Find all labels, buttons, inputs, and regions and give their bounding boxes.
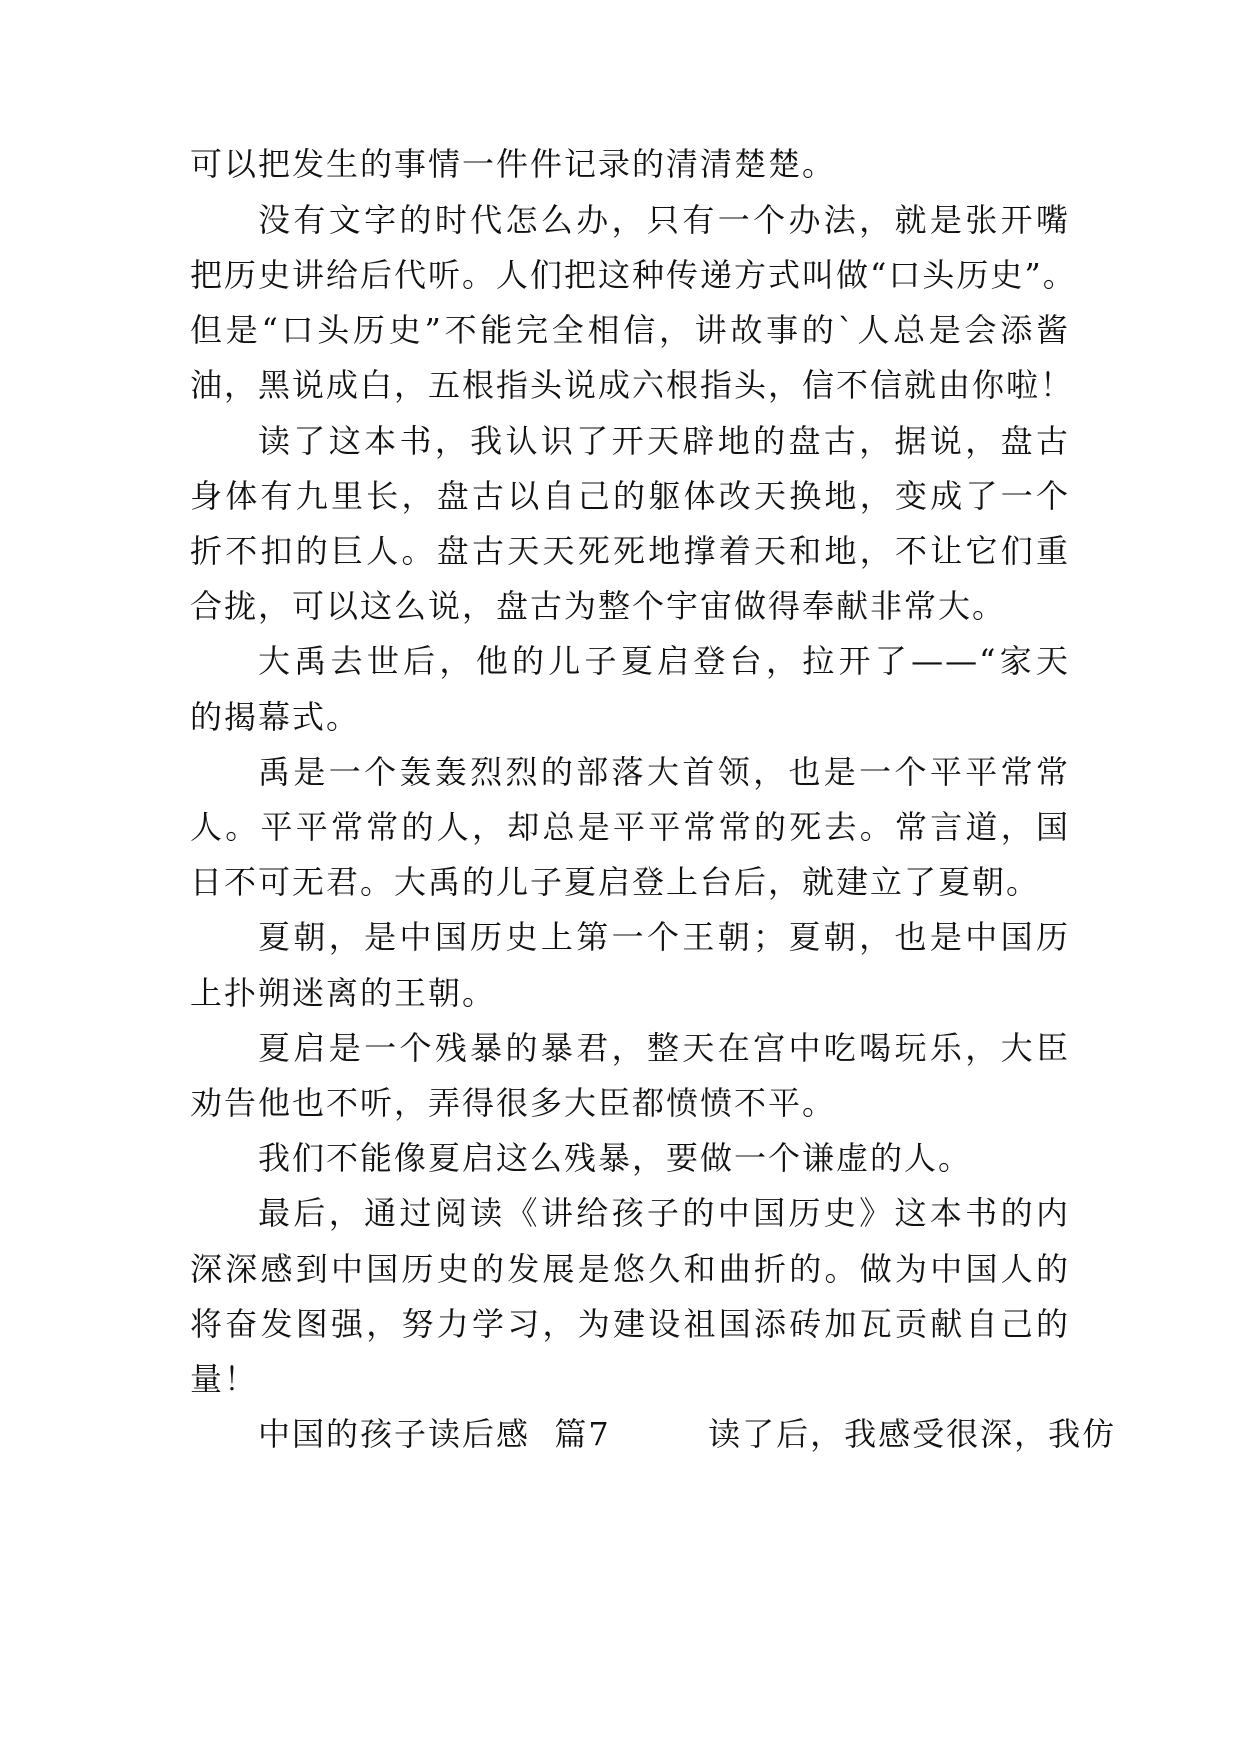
text-line: 身体有九里长，盘古以自己的躯体改天换地，变成了一个 (190, 477, 1070, 515)
text-line: 可以把发生的事情一件件记录的清清楚楚。 (190, 145, 837, 183)
text-line: 夏朝，是中国历史上第一个王朝；夏朝，也是中国历 (258, 918, 1070, 956)
text-line: 最后，通过阅读《讲给孩子的中国历史》这本书的内 (258, 1194, 1070, 1232)
text-line: 人。平平常常的人，却总是平平常常的死去。常言道，国 (190, 808, 1070, 846)
text-line: 的揭幕式。 (190, 698, 361, 736)
text-line: 夏启是一个残暴的暴君，整天在宫中吃喝玩乐，大臣 (258, 1029, 1070, 1067)
text-line: 读了这本书，我认识了开天辟地的盘古，据说，盘古 (258, 422, 1070, 460)
text-line: 大禹去世后，他的儿子夏启登台，拉开了——“家天 (258, 642, 1070, 680)
text-line: 把历史讲给后代听。人们把这种传递方式叫做“口头历史”。 (190, 256, 1077, 294)
text-line: 将奋发图强，努力学习，为建设祖国添砖加瓦贡献自己的 (190, 1305, 1070, 1343)
text-line: 日不可无君。大禹的儿子夏启登上台后，就建立了夏朝。 (190, 863, 1041, 901)
text-line: 上扑朔迷离的王朝。 (190, 974, 497, 1012)
text-line: 油，黑说成白，五根指头说成六根指头，信不信就由你啦！ (190, 366, 1075, 404)
text-line: 劝告他也不听，弄得很多大臣都愤愤不平。 (190, 1084, 837, 1122)
text-line: 量！ (190, 1360, 259, 1398)
text-line: 禹是一个轰轰烈烈的部落大首领，也是一个平平常常 (258, 753, 1070, 791)
text-line: 深深感到中国历史的发展是悠久和曲折的。做为中国人的 (190, 1250, 1070, 1288)
text-line: 但是“口头历史”不能完全相信，讲故事的`人总是会添酱 (190, 311, 1070, 349)
text-line: 没有文字的时代怎么办，只有一个办法，就是张开嘴 (258, 201, 1070, 239)
text-line: 折不扣的巨人。盘古天天死死地撑着天和地，不让它们重 (190, 532, 1070, 570)
text-line: 合拢，可以这么说，盘古为整个宇宙做得奉献非常大。 (190, 587, 1007, 625)
text-line: 中国的孩子读后感 篇7 读了后，我感受很深，我仿 (258, 1415, 1117, 1453)
text-line: 我们不能像夏启这么残暴，要做一个谦虚的人。 (258, 1139, 973, 1177)
